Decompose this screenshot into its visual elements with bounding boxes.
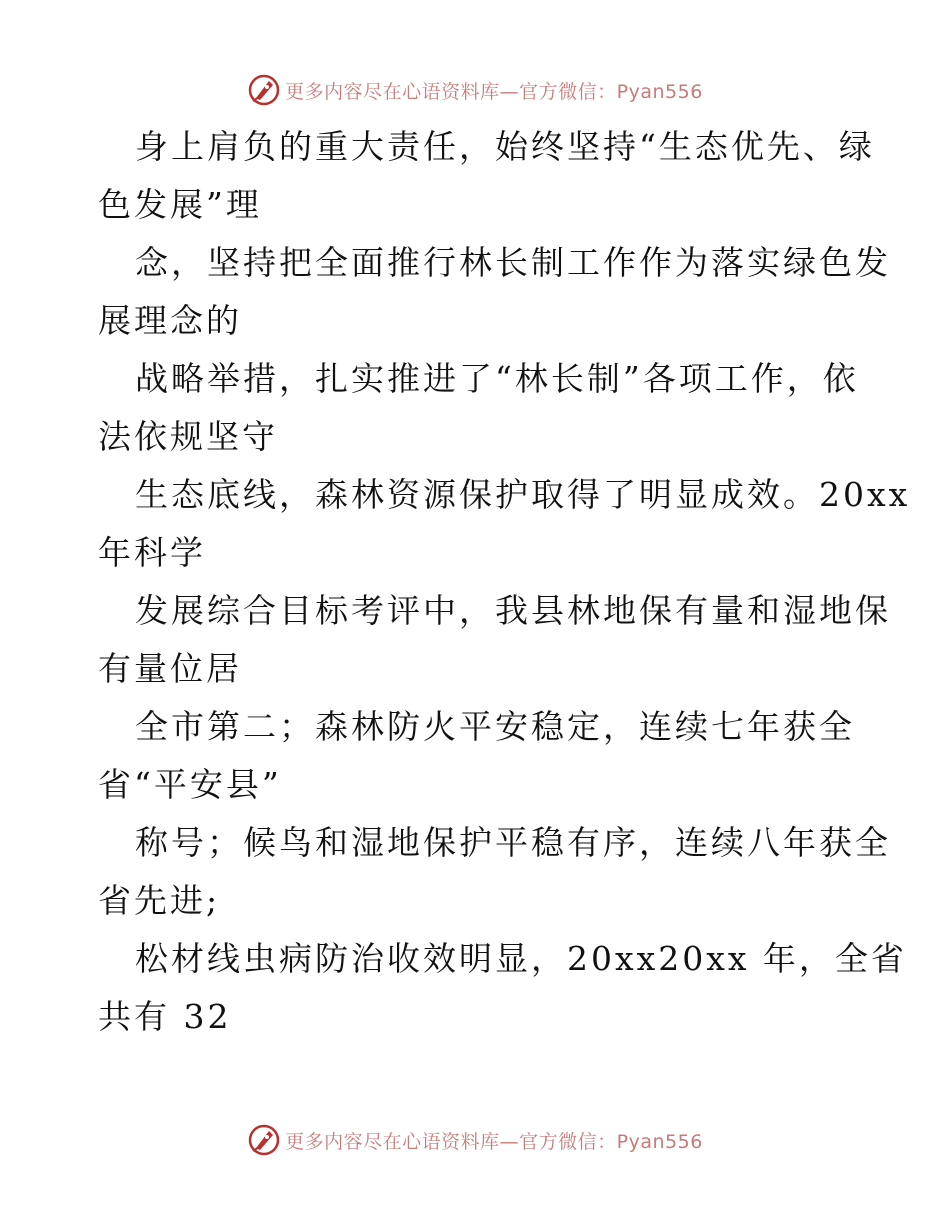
body-line: 有量位居 — [98, 649, 242, 688]
body-line: 展理念的 — [98, 301, 242, 340]
footer-banner-text: 更多内容尽在心语资料库—官方微信：Pyan556 — [285, 1130, 703, 1153]
body-line: 法依规坚守 — [98, 417, 278, 456]
body-line: 称号；候鸟和湿地保护平稳有序，连续八年获全 — [135, 823, 891, 862]
body-line: 年科学 — [98, 533, 206, 572]
body-line: 念，坚持把全面推行林长制工作作为落实绿色发 — [135, 243, 891, 282]
body-line: 省先进; — [98, 881, 221, 920]
body-line: 身上肩负的重大责任，始终坚持“生态优先、绿 — [135, 127, 875, 166]
header-banner — [0, 70, 950, 110]
document-body — [98, 118, 911, 1046]
body-line: 省“平安县” — [98, 765, 282, 804]
body-line: 战略举措，扎实推进了“林长制”各项工作，依 — [135, 359, 859, 398]
body-line: 全市第二；森林防火平安稳定，连续七年获全 — [135, 707, 855, 746]
header-banner-text: 更多内容尽在心语资料库—官方微信：Pyan556 — [285, 80, 703, 103]
footer-banner — [0, 1120, 950, 1160]
body-line: 发展综合目标考评中，我县林地保有量和湿地保 — [135, 591, 891, 630]
body-line: 共有 32 — [98, 997, 232, 1036]
pen-nib-logo-icon — [247, 73, 281, 107]
pen-nib-logo-icon — [247, 1123, 281, 1157]
body-line: 色发展”理 — [98, 185, 262, 224]
body-line: 松材线虫病防治收效明显，20xx20xx 年，全省 — [135, 939, 907, 978]
body-line: 生态底线，森林资源保护取得了明显成效。20xx — [135, 475, 911, 514]
